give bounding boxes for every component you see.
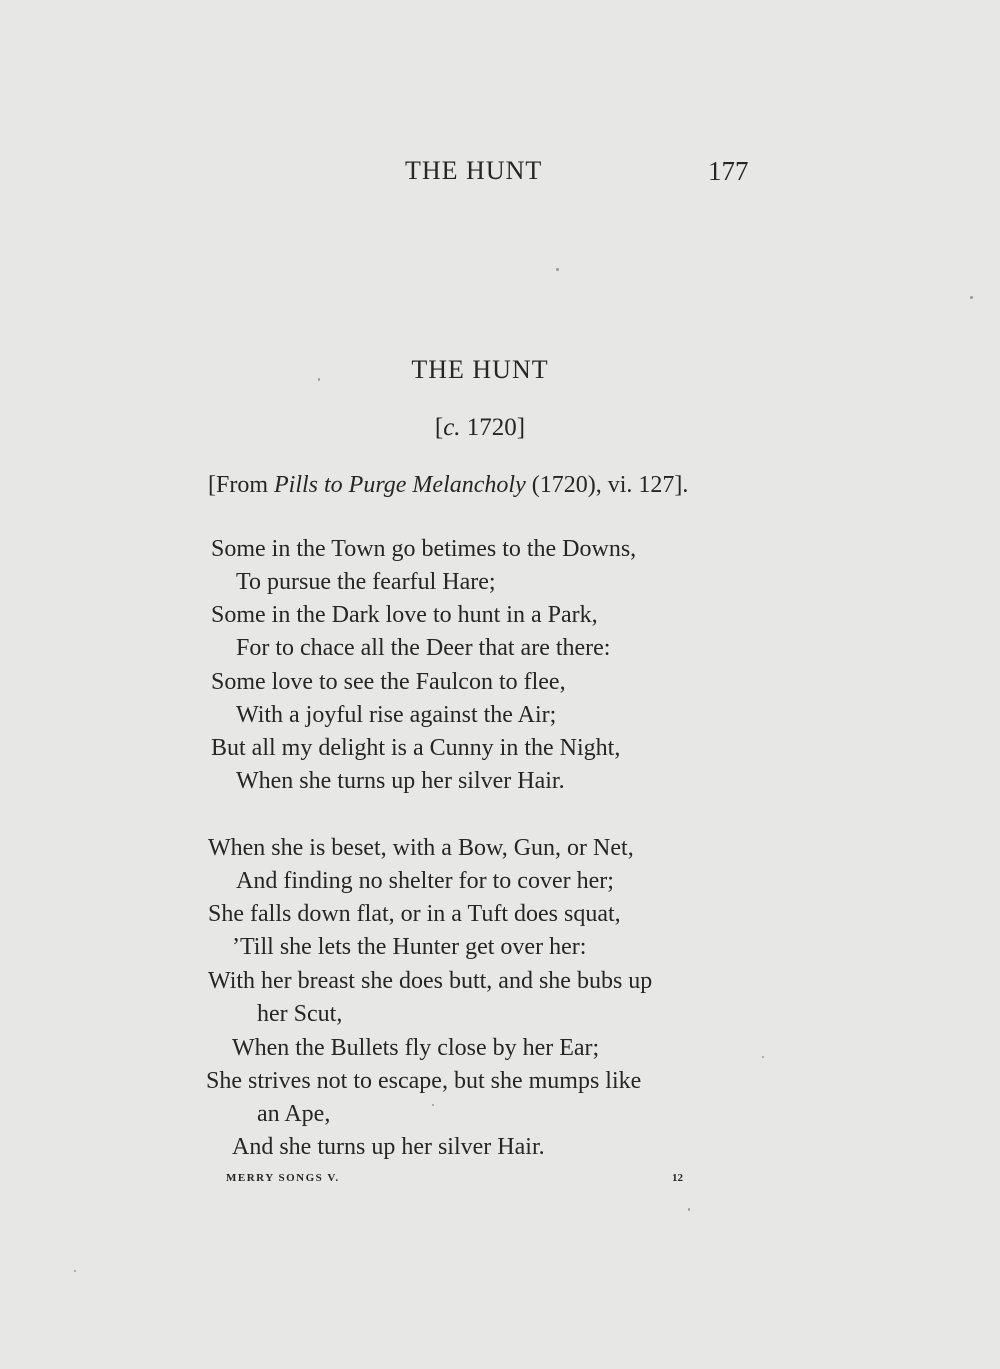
poem-line: When she turns up her silver Hair.	[236, 768, 565, 794]
poem-line: Some in the Town go betimes to the Downs,	[211, 536, 637, 562]
poem-line: Some love to see the Faulcon to flee,	[211, 669, 566, 695]
poem-line: an Ape,	[257, 1101, 331, 1127]
paper-speck	[318, 378, 320, 381]
paper-speck	[74, 1270, 76, 1272]
poem-line: When she is beset, with a Bow, Gun, or Net,	[208, 835, 634, 861]
date-year: 1720]	[460, 414, 526, 441]
poem-date	[0, 414, 960, 442]
paper-speck	[556, 268, 559, 271]
poem-line: her Scut,	[257, 1001, 343, 1027]
signature-mark: MERRY SONGS V.	[226, 1172, 340, 1184]
poem-line: Some in the Dark love to hunt in a Park,	[211, 602, 598, 628]
poem-line: When the Bullets fly close by her Ear;	[232, 1035, 600, 1061]
poem-line: She falls down flat, or in a Tuft does squat,	[208, 901, 621, 927]
page-number: 177	[708, 156, 749, 186]
source-note	[208, 472, 688, 499]
poem-line: With her breast she does butt, and she bubs up	[208, 968, 653, 994]
poem-line: ’Till she lets the Hunter get over her:	[232, 934, 587, 960]
poem-line: With a joyful rise against the Air;	[236, 702, 557, 728]
poem-line: And finding no shelter for to cover her;	[236, 868, 614, 894]
paper-speck	[762, 1056, 764, 1058]
paper-speck	[688, 1208, 690, 1211]
poem-line: She strives not to escape, but she mumps like	[206, 1068, 642, 1094]
running-title: THE HUNT	[405, 156, 543, 185]
paper-speck	[970, 296, 973, 299]
signature-number: 12	[672, 1172, 683, 1184]
date-circa: c.	[443, 414, 461, 441]
poem-title: THE HUNT	[411, 355, 549, 384]
source-prefix: [From	[208, 472, 274, 498]
source-suffix: (1720), vi. 127].	[525, 472, 689, 498]
poem-line: For to chace all the Deer that are there:	[236, 635, 611, 661]
paper-speck	[432, 1104, 434, 1106]
poem-line: To pursue the fearful Hare;	[236, 569, 496, 595]
poem-line: But all my delight is a Cunny in the Night,	[211, 735, 621, 761]
source-work-title: Pills to Purge Melancholy	[274, 472, 526, 498]
poem-line: And she turns up her silver Hair.	[232, 1134, 545, 1160]
date-open-bracket: [	[434, 414, 444, 441]
